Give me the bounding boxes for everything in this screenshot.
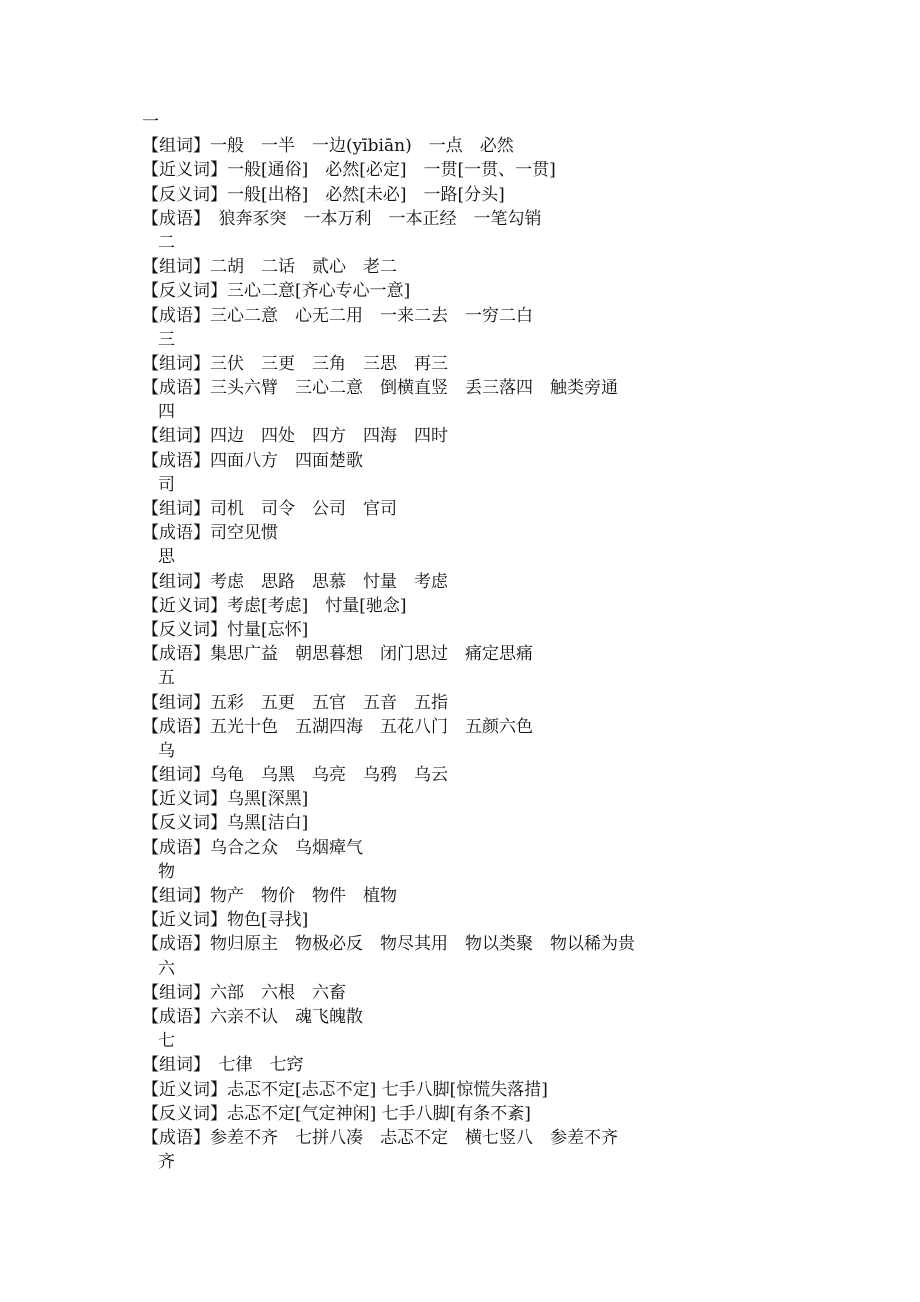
entry-line: 【组词】六部 六根 六畜 xyxy=(142,982,346,1003)
entry-line: 【组词】五彩 五更 五官 五音 五指 xyxy=(142,692,448,713)
entry-line: 【成语】司空见惯 xyxy=(142,523,278,544)
entry-line: 【成语】参差不齐 七拼八凑 忐忑不定 横七竖八 参差不齐 xyxy=(142,1127,618,1148)
entry-line: 【近义词】乌黑[深黑] xyxy=(142,789,309,810)
character-heading: 二 xyxy=(158,232,175,253)
entry-line: 【成语】三头六臂 三心二意 倒横直竖 丢三落四 触类旁通 xyxy=(142,378,618,399)
entry-line: 【近义词】一般[通俗] 必然[必定] 一贯[一贯、一贯] xyxy=(142,160,556,181)
entry-line: 【组词】四边 四处 四方 四海 四时 xyxy=(142,426,448,447)
character-heading: 一 xyxy=(142,112,159,132)
entry-line: 【近义词】考虑[考虑] 忖量[驰念] xyxy=(142,595,407,616)
entry-line: 【组词】乌龟 乌黑 乌亮 乌鸦 乌云 xyxy=(142,765,448,786)
entry-line: 【反义词】一般[出格] 必然[未必] 一路[分头] xyxy=(142,184,505,205)
document-body xyxy=(142,110,842,1174)
entry-line: 【成语】四面八方 四面楚歌 xyxy=(142,450,363,471)
entry-line: 【成语】三心二意 心无二用 一来二去 一穷二白 xyxy=(142,305,533,326)
entry-line: 【反义词】忖量[忘怀] xyxy=(142,619,309,640)
entry-line: 【组词】 七律 七窍 xyxy=(142,1055,304,1076)
entry-line: 【反义词】三心二意[齐心专心一意] xyxy=(142,281,411,302)
character-heading: 七 xyxy=(158,1031,175,1052)
entry-line: 【成语】乌合之众 乌烟瘴气 xyxy=(142,837,363,858)
entry-line: 【成语】六亲不认 魂飞魄散 xyxy=(142,1006,363,1027)
entry-line: 【组词】司机 司令 公司 官司 xyxy=(142,499,397,519)
entry-line: 【反义词】乌黑[洁白] xyxy=(142,813,309,834)
character-heading: 三 xyxy=(158,329,175,350)
character-heading: 思 xyxy=(158,547,175,568)
entry-line: 【成语】五光十色 五湖四海 五花八门 五颜六色 xyxy=(142,716,533,737)
entry-line: 【近义词】忐忑不定[忐忑不定] 七手八脚[惊慌失落措] xyxy=(142,1079,548,1100)
entry-line: 【成语】物归原主 物极必反 物尽其用 物以类聚 物以稀为贵 xyxy=(142,934,635,955)
entry-line: 【组词】二胡 二话 贰心 老二 xyxy=(142,257,397,278)
entry-line: 【组词】一般 一半 一边(yībiān) 一点 必然 xyxy=(142,136,514,157)
character-heading: 司 xyxy=(158,474,175,495)
character-heading: 四 xyxy=(158,402,175,423)
entry-line: 【成语】 狼奔豕突 一本万利 一本正经 一笔勾销 xyxy=(142,208,542,229)
entry-line: 【反义词】忐忑不定[气定神闲] 七手八脚[有条不紊] xyxy=(142,1103,531,1124)
character-heading: 物 xyxy=(158,861,175,882)
entry-line: 【近义词】物色[寻找] xyxy=(142,910,309,931)
character-heading: 六 xyxy=(158,958,175,979)
entry-line: 【组词】考虑 思路 思慕 忖量 考虑 xyxy=(142,571,448,592)
entry-line: 【组词】三伏 三更 三角 三思 再三 xyxy=(142,353,448,374)
character-heading: 五 xyxy=(158,668,175,689)
character-heading: 乌 xyxy=(158,740,175,761)
entry-line: 【成语】集思广益 朝思暮想 闭门思过 痛定思痛 xyxy=(142,644,533,665)
entry-line: 【组词】物产 物价 物件 植物 xyxy=(142,886,397,906)
character-heading: 齐 xyxy=(158,1152,175,1173)
